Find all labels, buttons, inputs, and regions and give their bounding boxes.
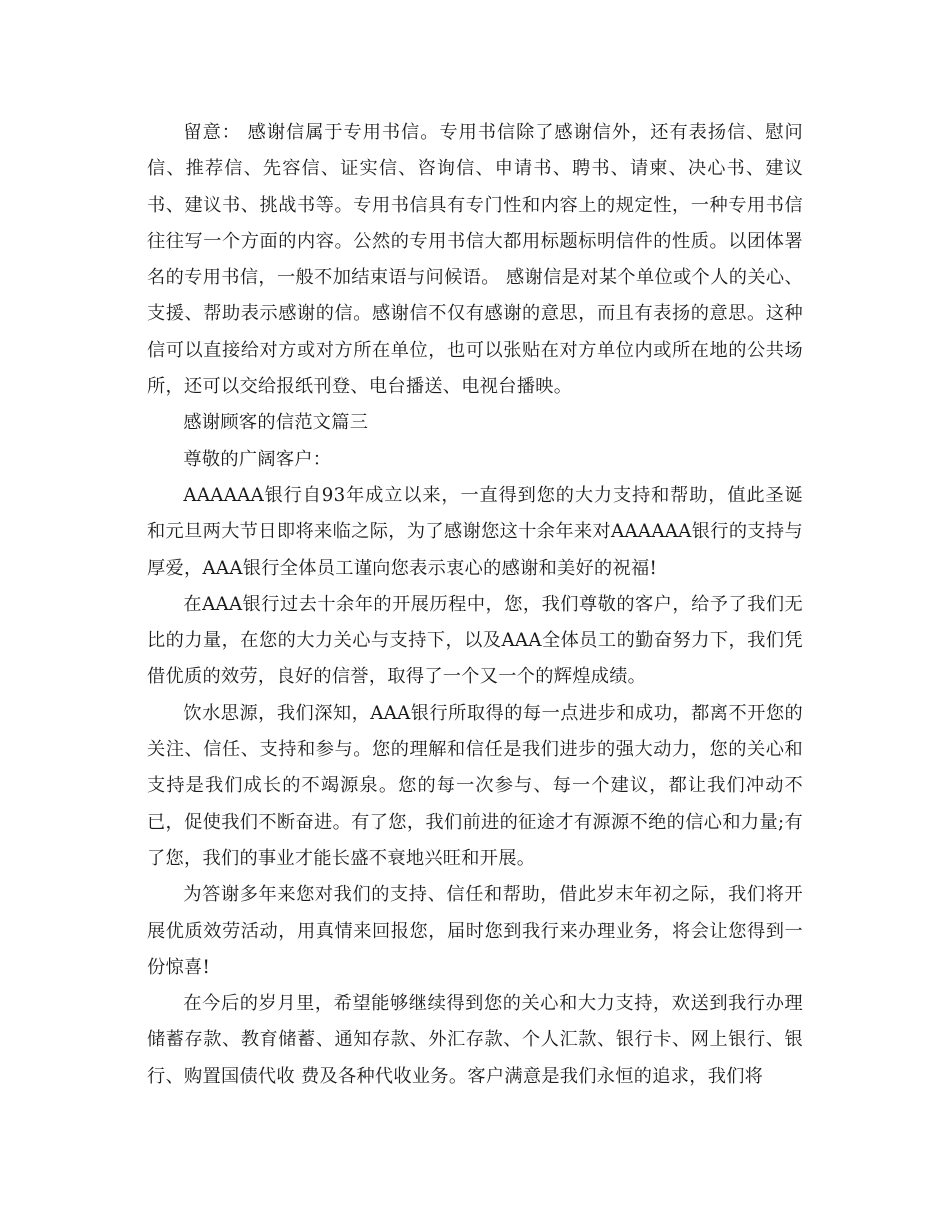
- body-paragraph: AAAAAA银行自93年成立以来，一直得到您的大力支持和帮助，值此圣诞和元旦两大节日即将来临之际，为了感谢您这十余年来对AAAAAA银行的支持与厚爱，AAA银行全体员工谨向您表示衷心的感谢和美好的祝福!: [147, 484, 803, 579]
- body-paragraph: 在AAA银行过去十余年的开展历程中，您，我们尊敬的客户，给予了我们无比的力量，在您的大力关心与支持下，以及AAA全体员工的勤奋努力下，我们凭借优质的效劳，良好的信誉，取得了一个又一个的辉煌成绩。: [147, 593, 803, 688]
- note-paragraph: 留意： 感谢信属于专用书信。专用书信除了感谢信外，还有表扬信、慰问信、推荐信、先容信、证实信、咨询信、申请书、聘书、请柬、决心书、建议书、建议书、挑战书等。专用书信具有专门性和内容上的规定性，一种专用书信往往写一个方面的内容。公然的专用书信大都用标题标明信件的性质。以团体署名的专用书信，一般不加结束语与问候语。 感谢信是对某个单位或个人的关心、支援、帮助表示感谢的信。感谢信不仅有感谢的意思，而且有表扬的意思。这种信可以直接给对方或对方所在单位，也可以张贴在对方单位内或所在地的公共场所，还可以交给报纸刊登、电台播送、电视台播映。: [147, 122, 803, 398]
- body-paragraph: 为答谢多年来您对我们的支持、信任和帮助，借此岁末年初之际，我们将开展优质效劳活动，用真情来回报您，届时您到我行来办理业务，将会让您得到一份惊喜!: [147, 884, 803, 978]
- salutation: 尊敬的广阔客户：: [183, 448, 332, 470]
- document-page: [147, 115, 803, 1095]
- body-paragraph: 在今后的岁月里，希望能够继续得到您的关心和大力支持，欢送到我行办理储蓄存款、教育储蓄、通知存款、外汇存款、个人汇款、银行卡、网上银行、银行、购置国债代收 费及各种代收业务。客户满意是我们永恒的追求，我们将: [147, 993, 803, 1087]
- section-heading: 感谢顾客的信范文篇三: [183, 412, 369, 434]
- body-paragraph: 饮水思源，我们深知，AAA银行所取得的每一点进步和成功，都离不开您的关注、信任、支持和参与。您的理解和信任是我们进步的强大动力，您的关心和支持是我们成长的不竭源泉。您的每一次参与、每一个建议，都让我们冲动不已，促使我们不断奋进。有了您，我们前进的征途才有源源不绝的信心和力量;有了您，我们的事业才能长盛不衰地兴旺和开展。: [147, 702, 803, 869]
